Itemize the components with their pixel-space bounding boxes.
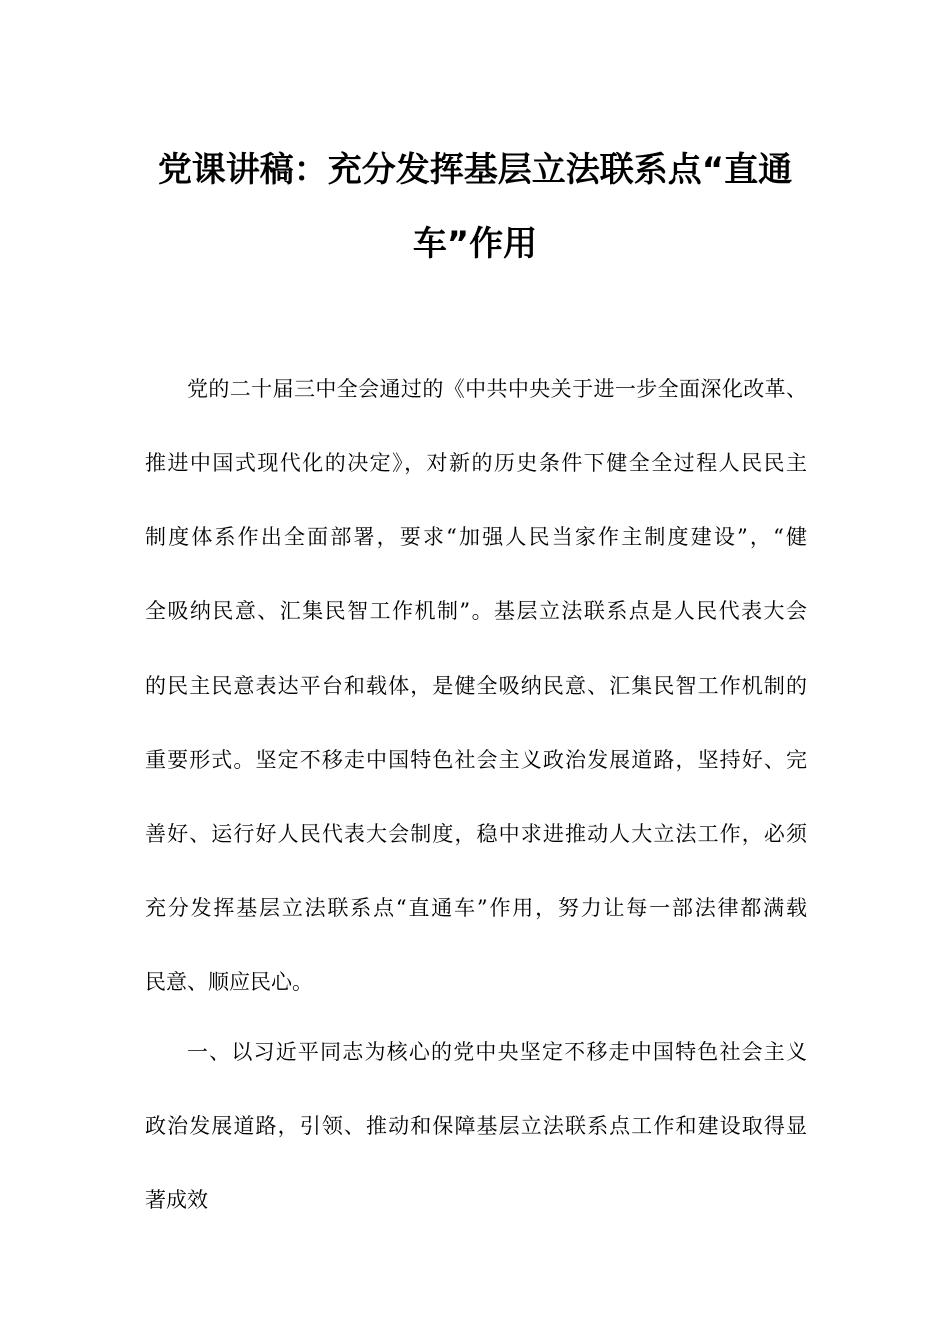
paragraph-line: 著成效 — [145, 1188, 208, 1212]
paragraph-line: 民意、顺应民心。 — [145, 970, 313, 994]
document-title-line-2: 车”作用 — [412, 224, 538, 264]
paragraph-line: 党的二十届三中全会通过的《中共中央关于进一步全面深化改革、 — [187, 377, 807, 401]
paragraph-line: 推进中国式现代化的决定》，对新的历史条件下健全全过程人民民主 — [145, 451, 807, 475]
paragraph-line: 全吸纳民意、汇集民智工作机制”。基层立法联系点是人民代表大会 — [145, 599, 807, 623]
paragraph-line: 一、以习近平同志为核心的党中央坚定不移走中国特色社会主义 — [187, 1040, 807, 1064]
paragraph-line: 充分发挥基层立法联系点“直通车”作用，努力让每一部法律都满载 — [145, 896, 807, 920]
paragraph-line: 善好、运行好人民代表大会制度，稳中求进推动人大立法工作，必须 — [145, 822, 807, 846]
paragraph-line: 的民主民意表达平台和载体，是健全吸纳民意、汇集民智工作机制的 — [145, 674, 807, 698]
paragraph-line: 政治发展道路，引领、推动和保障基层立法联系点工作和建设取得显 — [145, 1114, 807, 1138]
paragraph-line: 制度体系作出全面部署，要求“加强人民当家作主制度建设”，“健 — [145, 525, 807, 549]
document-title-line-1: 党课讲稿：充分发挥基层立法联系点“直通 — [157, 150, 793, 190]
paragraph-line: 重要形式。坚定不移走中国特色社会主义政治发展道路，坚持好、完 — [145, 748, 807, 772]
